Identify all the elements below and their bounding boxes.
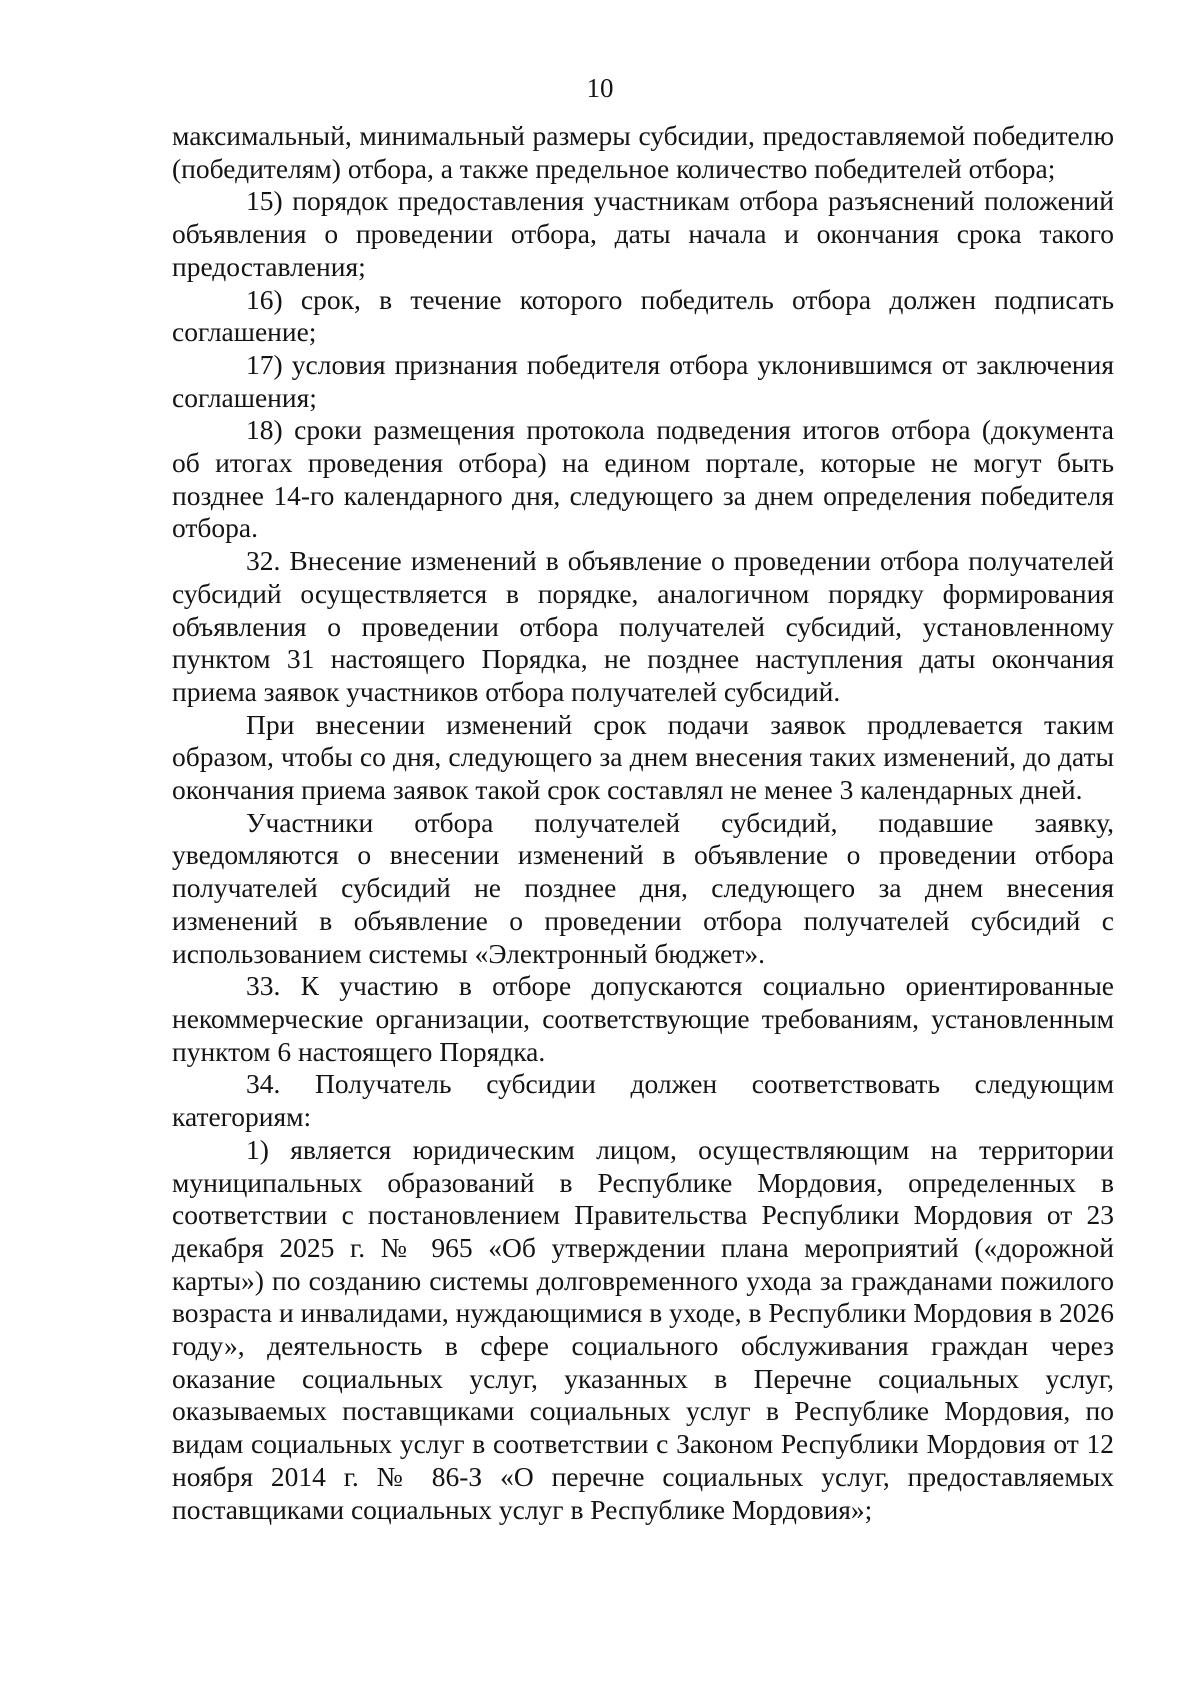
paragraph-item-17: 17) условия признания победителя отбора уклонившимся от заключения соглашения; [172, 348, 1114, 413]
paragraph-clause-32-extension: При внесении изменений срок подачи заявок продлевается таким образом, чтобы со дня, следующего за днем внесения таких изменений, до даты окончания приема заявок такой срок составлял не менее 3 календарных дней. [172, 708, 1114, 806]
document-body [172, 120, 1114, 1526]
paragraph-item-18: 18) сроки размещения протокола подведения итогов отбора (документа об итогах проведения отбора) на едином портале, которые не могут быть позднее 14-го календарного дня, следующего за днем определения победителя отбора. [172, 414, 1114, 544]
page-number: 10 [586, 73, 614, 103]
paragraph-item-16: 16) срок, в течение которого победитель отбора должен подписать соглашение; [172, 283, 1114, 348]
paragraph-continuation: максимальный, минимальный размеры субсидии, предоставляемой победителю (победителям) отбора, а также предельное количество победителей отбора; [172, 120, 1114, 184]
paragraph-clause-32-notification: Участники отбора получателей субсидий, подавшие заявку, уведомляются о внесении изменений в объявление о проведении отбора получателей субсидий не позднее дня, следующего за днем внесения изменений в объявление о проведении отбора получателей субсидий с использованием системы «Электронный бюджет». [172, 806, 1114, 969]
paragraph-clause-34-item-1: 1) является юридическим лицом, осуществляющим на территории муниципальных образований в Республике Мордовия, определенных в соответствии с постановлением Правительства Республики Мордовия от 23 декабря 2025 г. № 965 «Об утверждении плана мероприятий («дорожной карты») по созданию системы долговременного ухода за гражданами пожилого возраста и инвалидами, нуждающимися в уходе, в Республики Мордовия в 2026 году», деятельность в сфере социального обслуживания граждан через оказание социальных услуг, указанных в Перечне социальных услуг, оказываемых поставщиками социальных услуг в Республике Мордовия, по видам социальных услуг в соответствии с Законом Республики Мордовия от 12 ноября 2014 г. № 86-З «О перечне социальных услуг, предоставляемых поставщиками социальных услуг в Республике Мордовия»; [172, 1133, 1114, 1525]
paragraph-clause-33: 33. К участию в отборе допускаются социально ориентированные некоммерческие организации, соответствующие требованиям, установленным пунктом 6 настоящего Порядка. [172, 970, 1114, 1067]
paragraph-item-15: 15) порядок предоставления участникам отбора разъяснений положений объявления о проведении отбора, даты начала и окончания срока такого предоставления; [172, 185, 1114, 282]
paragraph-clause-34: 34. Получатель субсидии должен соответствовать следующим категориям: [172, 1068, 1114, 1133]
paragraph-clause-32: 32. Внесение изменений в объявление о проведении отбора получателей субсидий осуществляется в порядке, аналогичном порядку формирования объявления о проведении отбора получателей субсидий, установленному пунктом 31 настоящего Порядка, не позднее наступления даты окончания приема заявок участников отбора получателей субсидий. [172, 545, 1114, 707]
